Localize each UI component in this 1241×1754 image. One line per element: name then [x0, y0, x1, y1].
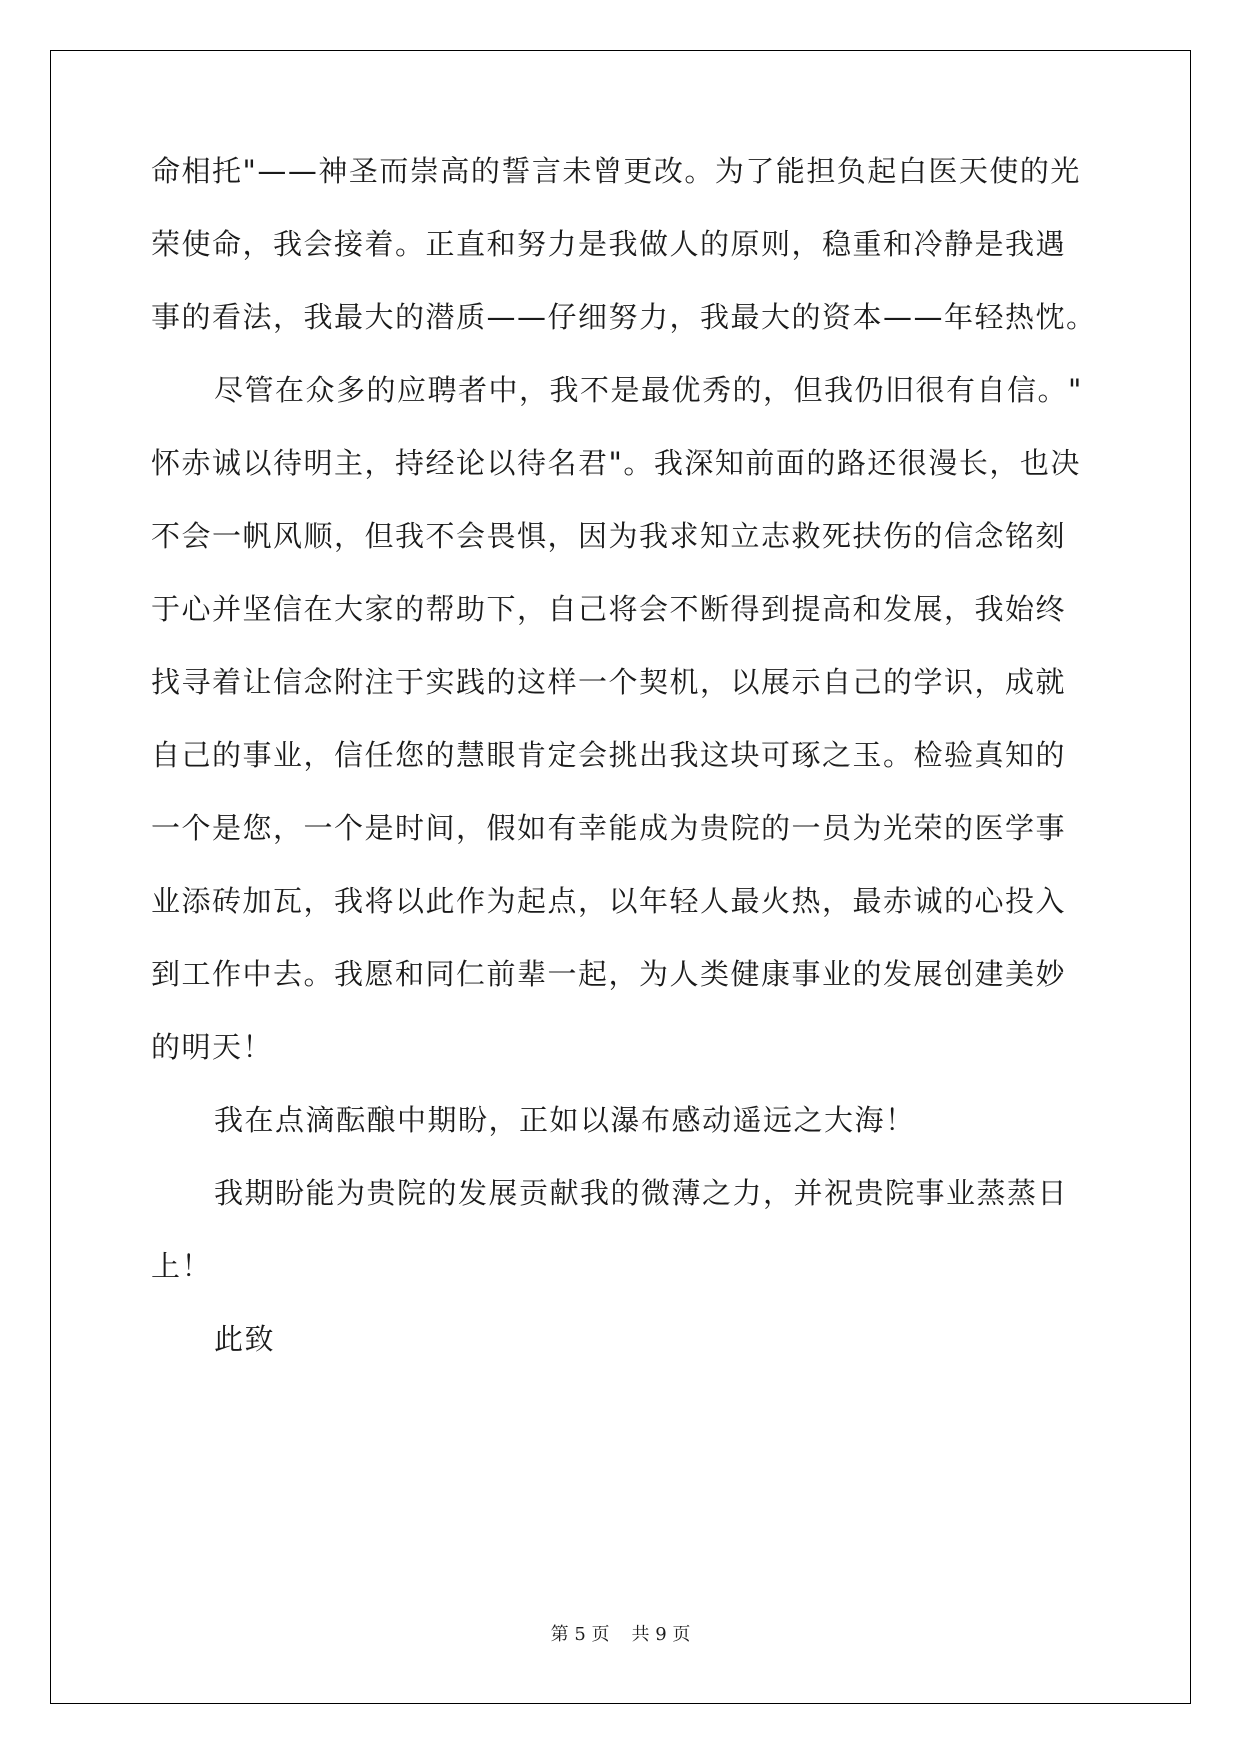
text-line: 业添砖加瓦，我将以此作为起点，以年轻人最火热，最赤诚的心投入	[151, 884, 1067, 918]
text-line: 上！	[151, 1249, 213, 1283]
text-line: 不会一帆风顺，但我不会畏惧，因为我求知立志救死扶伤的信念铭刻	[151, 519, 1067, 553]
page-footer	[0, 1622, 1241, 1648]
text-line: 荣使命，我会接着。正直和努力是我做人的原则，稳重和冷静是我遇	[151, 227, 1067, 261]
text-line: 一个是您，一个是时间，假如有幸能成为贵院的一员为光荣的医学事	[151, 811, 1067, 845]
text-line: 的明天！	[151, 1030, 274, 1064]
text-line: 事的看法，我最大的潜质——仔细努力，我最大的资本——年轻热忱。	[151, 300, 1097, 334]
text-line: 于心并坚信在大家的帮助下，自己将会不断得到提高和发展，我始终	[151, 592, 1067, 626]
text-line: 到工作中去。我愿和同仁前辈一起，为人类健康事业的发展创建美妙	[151, 957, 1067, 991]
text-line: 命相托"——神圣而崇高的誓言未曾更改。为了能担负起白医天使的光	[151, 154, 1081, 188]
closing-salutation: 此致	[214, 1322, 276, 1356]
total-page-count: 共 9 页	[631, 1624, 691, 1645]
text-line: 我期盼能为贵院的发展贡献我的微薄之力，并祝贵院事业蒸蒸日	[214, 1176, 1069, 1210]
text-line: 我在点滴酝酿中期盼，正如以瀑布感动遥远之大海！	[214, 1103, 916, 1137]
text-line: 自己的事业，信任您的慧眼肯定会挑出我这块可琢之玉。检验真知的	[151, 738, 1067, 772]
text-line: 尽管在众多的应聘者中，我不是最优秀的，但我仍旧很有自信。"	[214, 373, 1083, 407]
text-line: 找寻着让信念附注于实践的这样一个契机，以展示自己的学识，成就	[151, 665, 1067, 699]
text-line: 怀赤诚以待明主，持经论以待名君"。我深知前面的路还很漫长，也决	[151, 446, 1081, 480]
current-page-number: 第 5 页	[550, 1624, 610, 1645]
